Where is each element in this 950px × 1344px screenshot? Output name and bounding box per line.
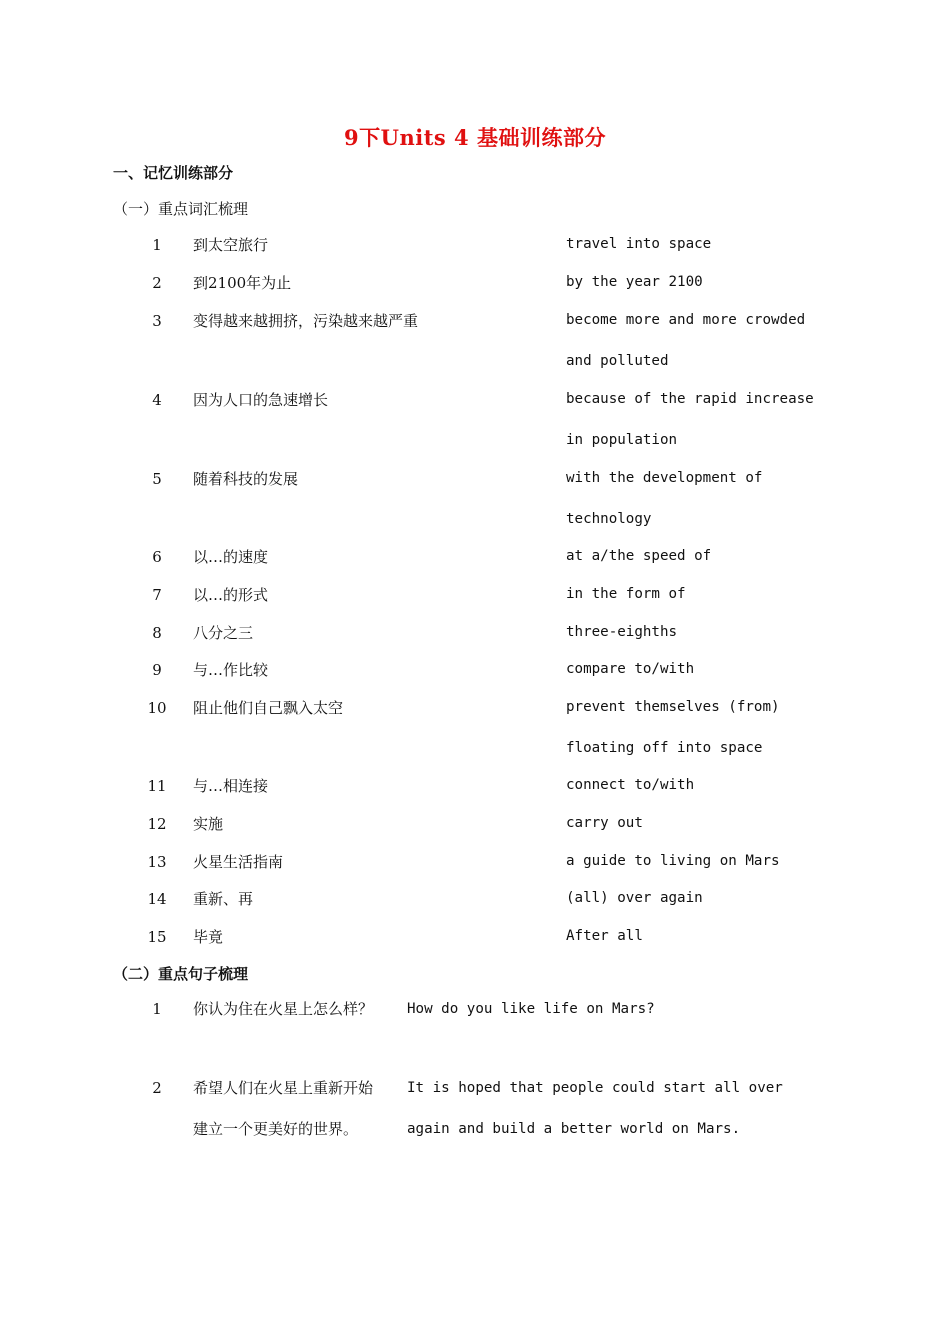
vocab-chinese: 以…的形式 xyxy=(193,586,269,604)
vocab-english: three-eighths xyxy=(566,624,678,640)
vocab-number: 10 xyxy=(147,699,167,717)
vocab-number: 8 xyxy=(152,624,162,642)
subsection-sentences-heading: （二）重点句子梳理 xyxy=(113,965,249,983)
vocab-english: travel into space xyxy=(566,236,712,252)
vocab-english: prevent themselves (from) floating off into space xyxy=(566,699,780,756)
vocab-number: 7 xyxy=(152,586,162,604)
vocab-english: compare to/with xyxy=(566,661,695,677)
vocab-number: 14 xyxy=(147,890,167,908)
vocab-english: connect to/with xyxy=(566,777,695,793)
vocab-number: 1 xyxy=(152,236,162,254)
vocab-english: at a/the speed of xyxy=(566,548,712,564)
sentence-english: How do you like life on Mars? xyxy=(407,1001,655,1017)
vocab-english: (all) over again xyxy=(566,890,703,906)
vocab-number: 6 xyxy=(152,548,162,566)
sentence-chinese: 希望人们在火星上重新开始建立一个更美好的世界。 xyxy=(193,1079,374,1138)
vocab-chinese: 八分之三 xyxy=(193,624,254,642)
vocab-number: 2 xyxy=(152,274,162,292)
vocab-chinese: 实施 xyxy=(193,815,224,833)
subsection-vocab-heading: （一）重点词汇梳理 xyxy=(113,200,249,218)
vocab-number: 9 xyxy=(152,661,162,679)
vocab-number: 11 xyxy=(147,777,167,795)
vocab-number: 3 xyxy=(152,312,162,330)
vocab-chinese: 因为人口的急速增长 xyxy=(193,391,329,409)
vocab-chinese: 到2100年为止 xyxy=(193,274,292,292)
vocab-chinese: 阻止他们自己飘入太空 xyxy=(193,699,344,717)
vocab-chinese: 随着科技的发展 xyxy=(193,470,299,488)
vocab-number: 12 xyxy=(147,815,167,833)
vocab-chinese: 与…作比较 xyxy=(193,661,269,679)
vocab-chinese: 与…相连接 xyxy=(193,777,269,795)
vocab-number: 4 xyxy=(152,391,162,409)
vocab-number: 5 xyxy=(152,470,162,488)
vocab-english: because of the rapid increase in population xyxy=(566,391,814,448)
vocab-english: After all xyxy=(566,928,643,944)
section-heading: 一、记忆训练部分 xyxy=(113,164,234,182)
vocab-english: carry out xyxy=(566,815,643,831)
vocab-english: in the form of xyxy=(566,586,686,602)
vocab-english: become more and more crowded and polluted xyxy=(566,312,806,369)
vocab-chinese: 以…的速度 xyxy=(193,548,269,566)
vocab-chinese: 毕竟 xyxy=(193,928,224,946)
vocab-chinese: 重新、再 xyxy=(193,890,254,908)
sentence-number: 2 xyxy=(152,1079,162,1097)
vocab-number: 15 xyxy=(147,928,167,946)
vocab-chinese: 火星生活指南 xyxy=(193,853,284,871)
sentence-chinese: 你认为住在火星上怎么样？ xyxy=(193,1000,374,1018)
vocab-number: 13 xyxy=(147,853,167,871)
vocab-english: with the development of technology xyxy=(566,470,763,527)
vocab-english: by the year 2100 xyxy=(566,274,703,290)
sentence-english: It is hoped that people could start all over again and build a better world on Mars. xyxy=(407,1080,783,1137)
vocab-chinese: 到太空旅行 xyxy=(193,236,269,254)
vocab-chinese: 变得越来越拥挤，污染越来越严重 xyxy=(193,312,419,330)
sentence-number: 1 xyxy=(152,1000,162,1018)
page-title: 9下Units 4 基础训练部分 xyxy=(344,125,606,150)
vocab-english: a guide to living on Mars xyxy=(566,853,780,869)
